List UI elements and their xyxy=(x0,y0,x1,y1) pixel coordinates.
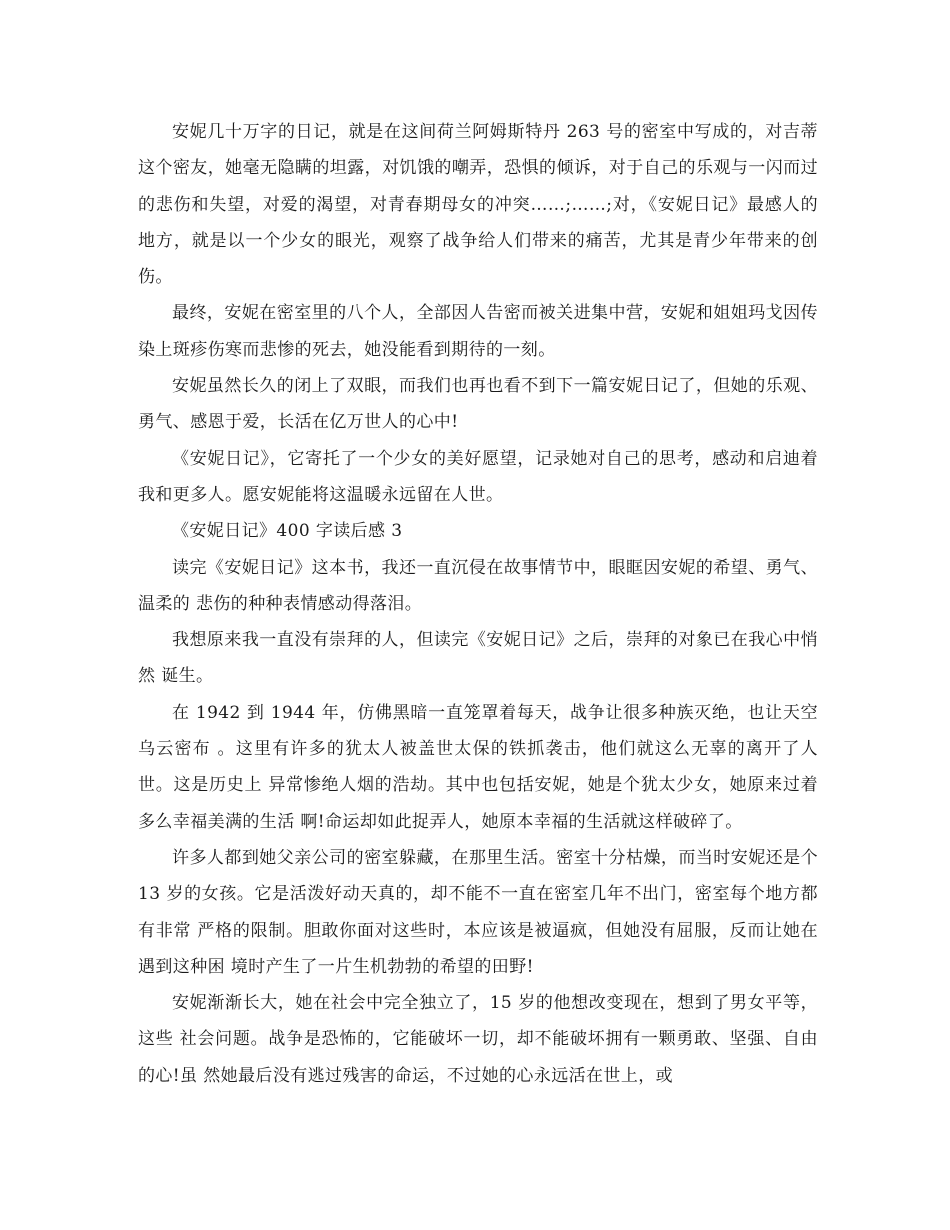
paragraph: 最终，安妮在密室里的八个人，全部因人告密而被关进集中营，安妮和姐姐玛戈因传染上斑疹伤寒而悲惨的死去，她没能看到期待的一刻。 xyxy=(138,303,818,360)
paragraph: 在 1942 到 1944 年，仿佛黑暗一直笼罩着每天，战争让很多种族灭绝，也让天空乌云密布 。这里有许多的犹太人被盖世太保的铁抓袭击，他们就这么无辜的离开了人世。这是历史上 异常惨绝人烟的浩劫。其中也包括安妮，她是个犹太少女，她原来过着多么幸福美满的生活 啊!命运却如此捉弄人，她原本幸福的生活就这样破碎了。 xyxy=(138,702,818,832)
paragraph: 许多人都到她父亲公司的密室躲藏，在那里生活。密室十分枯燥，而当时安妮还是个 13 岁的女孩。它是活泼好动天真的，却不能不一直在密室几年不出门，密室每个地方都有非常 严格的限制。胆敢你面对这些时，本应该是被逼疯，但她没有屈服，反而让她在遇到这种困 境时产生了一片生机勃勃的希望的田野! xyxy=(138,847,818,977)
paragraph: 读完《安妮日记》这本书，我还一直沉侵在故事情节中，眼眶因安妮的希望、勇气、温柔的 悲伤的种种表情感动得落泪。 xyxy=(138,557,818,614)
paragraph: 《安妮日记》，它寄托了一个少女的美好愿望，记录她对自己的思考，感动和启迪着我和更多人。愿安妮能将这温暖永远留在人世。 xyxy=(138,448,818,505)
paragraph: 安妮渐渐长大，她在社会中完全独立了，15 岁的他想改变现在，想到了男女平等，这些 社会问题。战争是恐怖的，它能破坏一切，却不能破坏拥有一颗勇敢、坚强、自由的心!虽 然她最后没有逃过残害的命运，不过她的心永远活在世上，或 xyxy=(138,993,818,1086)
paragraph: 我想原来我一直没有崇拜的人，但读完《安妮日记》之后，崇拜的对象已在我心中悄然 诞生。 xyxy=(138,630,818,687)
section-heading: 《安妮日记》400 字读后感 3 xyxy=(172,521,403,542)
document-body xyxy=(138,114,818,1094)
paragraph: 安妮虽然长久的闭上了双眼，而我们也再也看不到下一篇安妮日记了，但她的乐观、勇气、感恩于爱，长活在亿万世人的心中! xyxy=(138,376,818,433)
paragraph: 安妮几十万字的日记，就是在这间荷兰阿姆斯特丹 263 号的密室中写成的，对吉蒂这个密友，她毫无隐瞒的坦露，对饥饿的嘲弄，恐惧的倾诉，对于自己的乐观与一闪而过的悲伤和失望，对爱的渴望，对青春期母女的冲突……;……;对，《安妮日记》最感人的地方，就是以一个少女的眼光，观察了战争给人们带来的痛苦，尤其是青少年带来的创伤。 xyxy=(138,122,818,288)
